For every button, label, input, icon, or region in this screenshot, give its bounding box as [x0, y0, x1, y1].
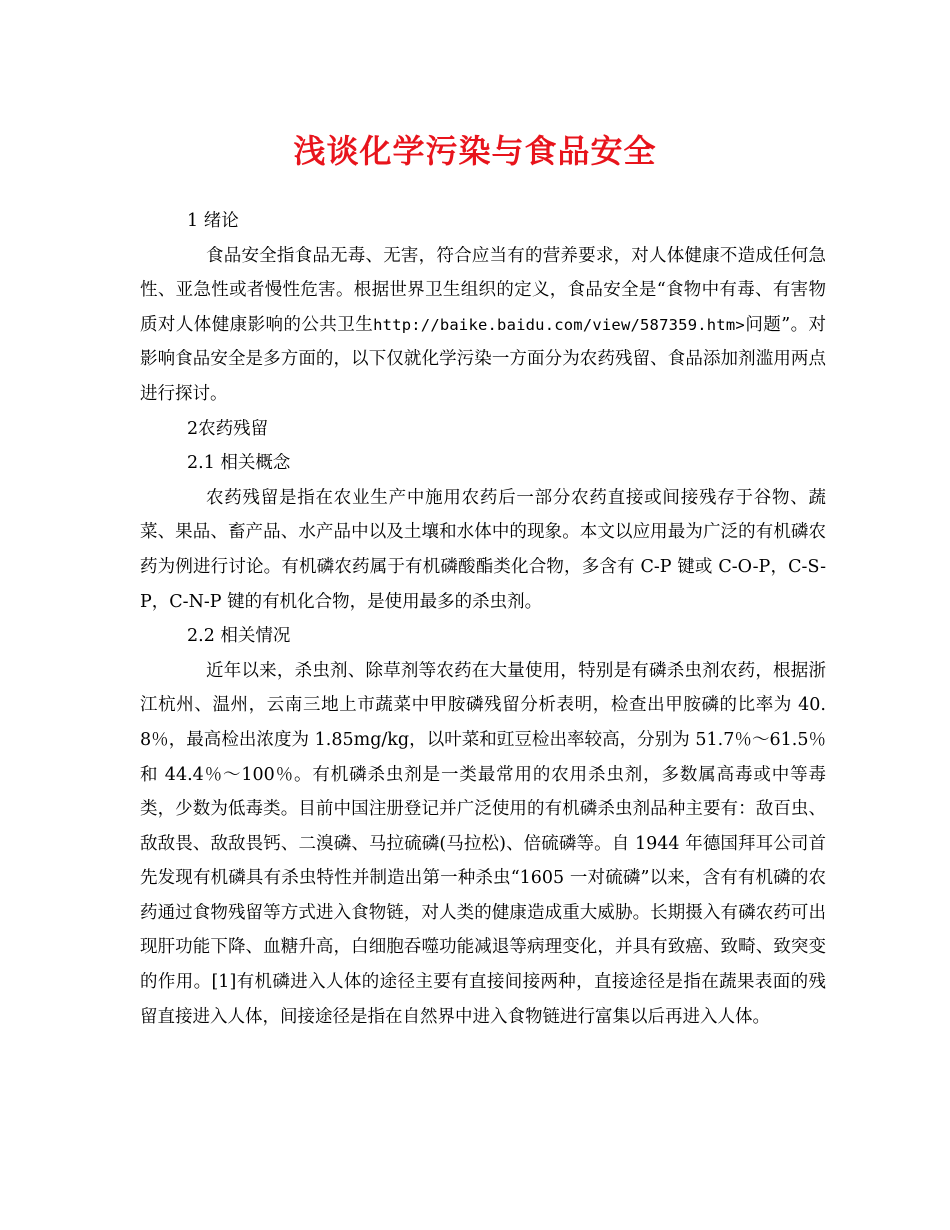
section-heading-pesticide-residue: 2农药残留	[187, 418, 269, 439]
document-body	[140, 204, 826, 1034]
document-title: 浅谈化学污染与食品安全	[293, 132, 657, 170]
paragraph-concepts: 农药残留是指在农业生产中施用农药后一部分农药直接或间接残存于谷物、蔬菜、果品、畜产品、水产品中以及土壤和水体中的现象。本文以应用最为广泛的有机磷农药为例进行讨论。有机磷农药属于有机磷酸酯类化合物，多含有 C-P 键或 C-O-P，C-S-P，C-N-P 键的有机化合物，是使用最多的杀虫剂。	[140, 487, 826, 612]
subsection-heading-concepts: 2.1 相关概念	[187, 453, 291, 474]
paragraph-intro-text-b: 问题”。对影响食品安全是多方面的，以下仅就化学污染一方面分为农药残留、食品添加剂滥用两点进行探讨。	[140, 314, 827, 404]
subsection-heading-situation: 2.2 相关情况	[187, 626, 291, 647]
paragraph-intro-text-a: 食品安全指食品无毒、无害，符合应当有的营养要求，对人体健康不造成任何急性、亚急性或者慢性危害。根据世界卫生组织的定义，食品安全是“食物中有毒、有害物质对人体健康影响的公共卫生	[140, 245, 826, 335]
section-heading-intro: 1 绪论	[187, 211, 239, 231]
reference-url-link[interactable]: http://baike.baidu.com/view/587359.htm>	[373, 315, 745, 334]
paragraph-situation: 近年以来，杀虫剂、除草剂等农药在大量使用，特别是有磷杀虫剂农药，根据浙江杭州、温州，云南三地上市蔬菜中甲胺磷残留分析表明，检查出甲胺磷的比率为 40.8％，最高检出浓度为 1.85mg/kg，以叶菜和豇豆检出率较高，分别为 51.7％～61.5％和 44.4％～100％。有机磷杀虫剂是一类最常用的农用杀虫剂，多数属高毒或中等毒类，少数为低毒类。目前中国注册登记并广泛使用的有机磷杀虫剂品种主要有：敌百虫、敌敌畏、敌敌畏钙、二溴磷、马拉硫磷(马拉松)、倍硫磷等。自 1944 年德国拜耳公司首先发现有机磷具有杀虫特性并制造出第一种杀虫“1605 一对硫磷”以来，含有有机磷的农药通过食物残留等方式进入食物链，对人类的健康造成重大威胁。长期摄入有磷农药可出现肝功能下降、血糖升高，白细胞吞噬功能减退等病理变化，并具有致癌、致畸、致突变的作用。[1]有机磷进入人体的途径主要有直接间接两种，直接途径是指在蔬果表面的残留直接进入人体，间接途径是指在自然界中进入食物链进行富集以后再进入人体。	[140, 660, 826, 1027]
paragraph-intro	[140, 239, 826, 412]
